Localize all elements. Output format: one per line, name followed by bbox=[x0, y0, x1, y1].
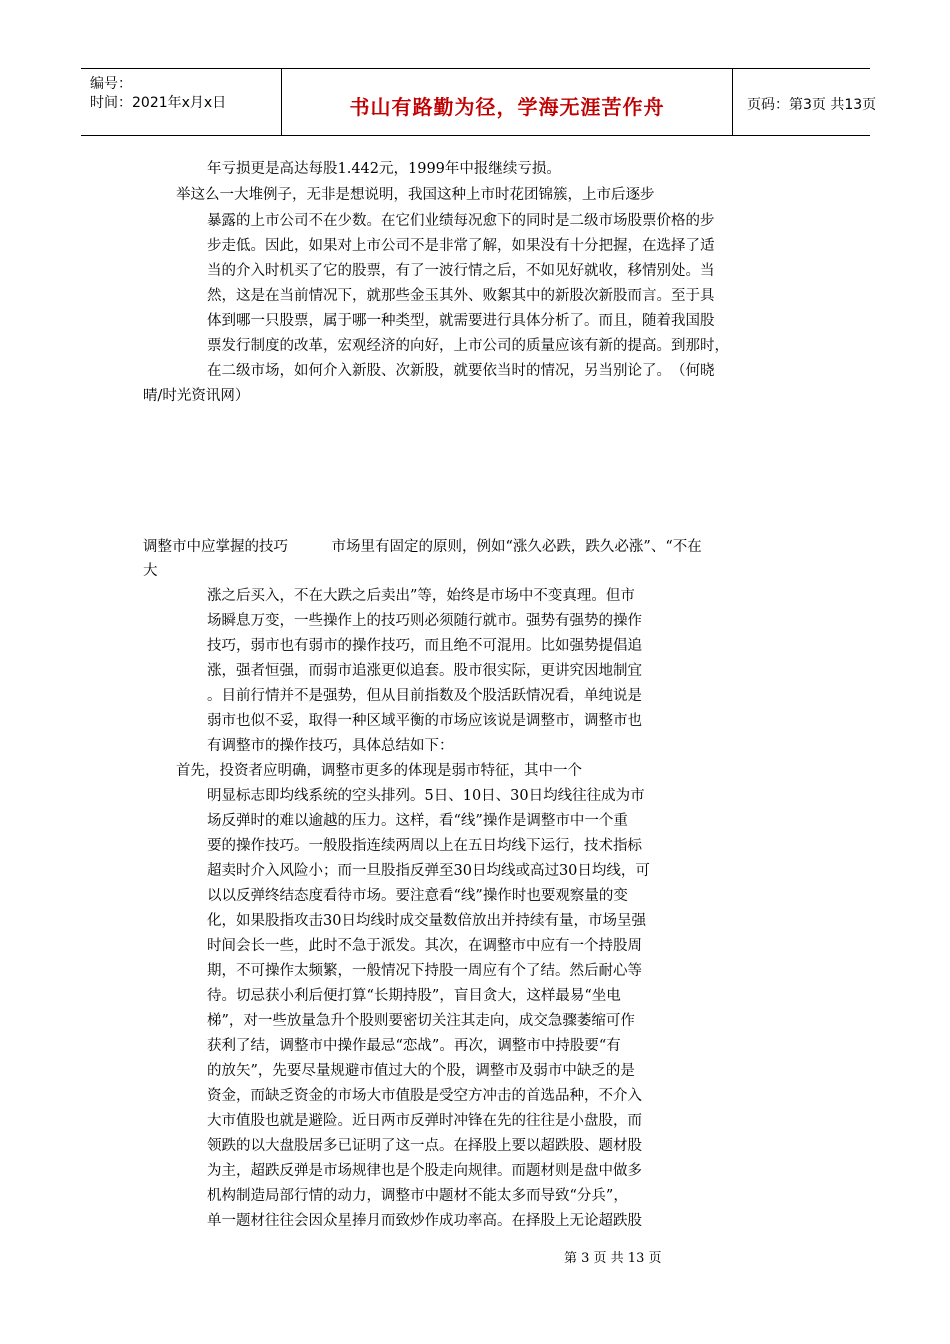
paragraph-line: 明显标志即均线系统的空头排列。5日、10日、30日均线往往成为市 bbox=[207, 788, 645, 804]
paragraph-line: 晴/时光资讯网） bbox=[143, 388, 250, 404]
paragraph-line: 场反弹时的难以逾越的压力。这样，看“线”操作是调整市中一个重 bbox=[207, 813, 628, 829]
paragraph-line: 梯”，对一些放量急升个股则要密切关注其走向，成交急骤萎缩可作 bbox=[207, 1013, 635, 1029]
paragraph-line: 体到哪一只股票，属于哪一种类型，就需要进行具体分析了。而且，随着我国股 bbox=[207, 313, 715, 329]
paragraph-line: 票发行制度的改革，宏观经济的向好，上市公司的质量应该有新的提高。到那时， bbox=[207, 338, 729, 354]
paragraph-line: 期，不可操作太频繁，一般情况下持股一周应有个了结。然后耐心等 bbox=[207, 963, 642, 979]
paragraph-line: 涨之后买入，不在大跌之后卖出”等，始终是市场中不变真理。但市 bbox=[207, 588, 635, 604]
paragraph-line: 场瞬息万变，一些操作上的技巧则必须随行就市。强势有强势的操作 bbox=[207, 613, 642, 629]
paragraph-line: 年亏损更是高达每股1.442元，1999年中报继续亏损。 bbox=[207, 161, 561, 177]
paragraph-line: 然，这是在当前情况下，就那些金玉其外、败絮其中的新股次新股而言。至于具 bbox=[207, 288, 715, 304]
header-meta bbox=[81, 69, 281, 135]
paragraph-line: 举这么一大堆例子，无非是想说明，我国这种上市时花团锦簇，上市后逐步 bbox=[176, 187, 655, 203]
paragraph-line: 大市值股也就是避险。近日两市反弹时冲锋在先的往往是小盘股，而 bbox=[207, 1113, 642, 1129]
paragraph-line: 。目前行情并不是强势，但从目前指数及个股活跃情况看，单纯说是 bbox=[207, 688, 642, 704]
paragraph-line: 大 bbox=[143, 563, 158, 579]
footer-page-number: 第 3 页 共 13 页 bbox=[564, 1251, 662, 1266]
paragraph-line: 技巧，弱市也有弱市的操作技巧，而且绝不可混用。比如强势提倡追 bbox=[207, 638, 642, 654]
paragraph-line: 机构制造局部行情的动力，调整市中题材不能太多而导致“分兵”， bbox=[207, 1188, 628, 1204]
paragraph-line: 暴露的上市公司不在少数。在它们业绩每况愈下的同时是二级市场股票价格的步 bbox=[207, 213, 715, 229]
paragraph-line: 单一题材往往会因众星捧月而致炒作成功率高。在择股上无论超跌股 bbox=[207, 1213, 642, 1229]
paragraph-line: 获利了结，调整市中操作最忌“恋战”。再次，调整市中持股要“有 bbox=[207, 1038, 621, 1054]
paragraph-line: 涨，强者恒强，而弱市追涨更似追套。股市很实际，更讲究因地制宜 bbox=[207, 663, 642, 679]
section-title-line: 调整市中应掌握的技巧 市场里有固定的原则，例如“涨久必跌，跌久必涨”、“不在 bbox=[143, 539, 702, 555]
paragraph-line: 资金，而缺乏资金的市场大市值股是受空方冲击的首选品种，不介入 bbox=[207, 1088, 642, 1104]
header-motto: 书山有路勤为径，学海无涯苦作舟 bbox=[349, 95, 665, 119]
paragraph-line: 超卖时介入风险小；而一旦股指反弹至30日均线或高过30日均线，可 bbox=[207, 863, 650, 879]
paragraph-line: 要的操作技巧。一般股指连续两周以上在五日均线下运行，技术指标 bbox=[207, 838, 642, 854]
paragraph-line: 首先，投资者应明确，调整市更多的体现是弱市特征，其中一个 bbox=[176, 763, 582, 779]
page-header bbox=[81, 68, 877, 136]
document-date-label: 时间：2021年x月x日 bbox=[90, 95, 227, 111]
paragraph-line: 的放矢”，先要尽量规避市值过大的个股，调整市及弱市中缺乏的是 bbox=[207, 1063, 635, 1079]
header-page-number: 页码：第3页 共13页 bbox=[747, 97, 877, 113]
paragraph-line: 有调整市的操作技巧，具体总结如下： bbox=[207, 738, 454, 754]
paragraph-line: 弱市也似不妥，取得一种区域平衡的市场应该说是调整市，调整市也 bbox=[207, 713, 642, 729]
paragraph-line: 以以反弹终结态度看待市场。要注意看“线”操作时也要观察量的变 bbox=[207, 888, 628, 904]
paragraph-line: 为主，超跌反弹是市场规律也是个股走向规律。而题材则是盘中做多 bbox=[207, 1163, 642, 1179]
paragraph-line: 时间会长一些，此时不急于派发。其次，在调整市中应有一个持股周 bbox=[207, 938, 642, 954]
paragraph-line: 步走低。因此，如果对上市公司不是非常了解，如果没有十分把握，在选择了适 bbox=[207, 238, 715, 254]
paragraph-line: 待。切忌获小利后便打算“长期持股”，盲目贪大，这样最易“坐电 bbox=[207, 988, 621, 1004]
document-number-label: 编号： bbox=[90, 76, 132, 92]
header-page-cell bbox=[733, 69, 877, 135]
paragraph-line: 领跌的以大盘股居多已证明了这一点。在择股上要以超跌股、题材股 bbox=[207, 1138, 642, 1154]
paragraph-line: 在二级市场，如何介入新股、次新股，就要依当时的情况，另当别论了。 （何晓 bbox=[207, 363, 715, 379]
header-motto-cell bbox=[281, 69, 733, 135]
paragraph-line: 化，如果股指攻击30日均线时成交量数倍放出并持续有量，市场呈强 bbox=[207, 913, 646, 929]
paragraph-line: 当的介入时机买了它的股票，有了一波行情之后，不如见好就收，移情别处。当 bbox=[207, 263, 715, 279]
